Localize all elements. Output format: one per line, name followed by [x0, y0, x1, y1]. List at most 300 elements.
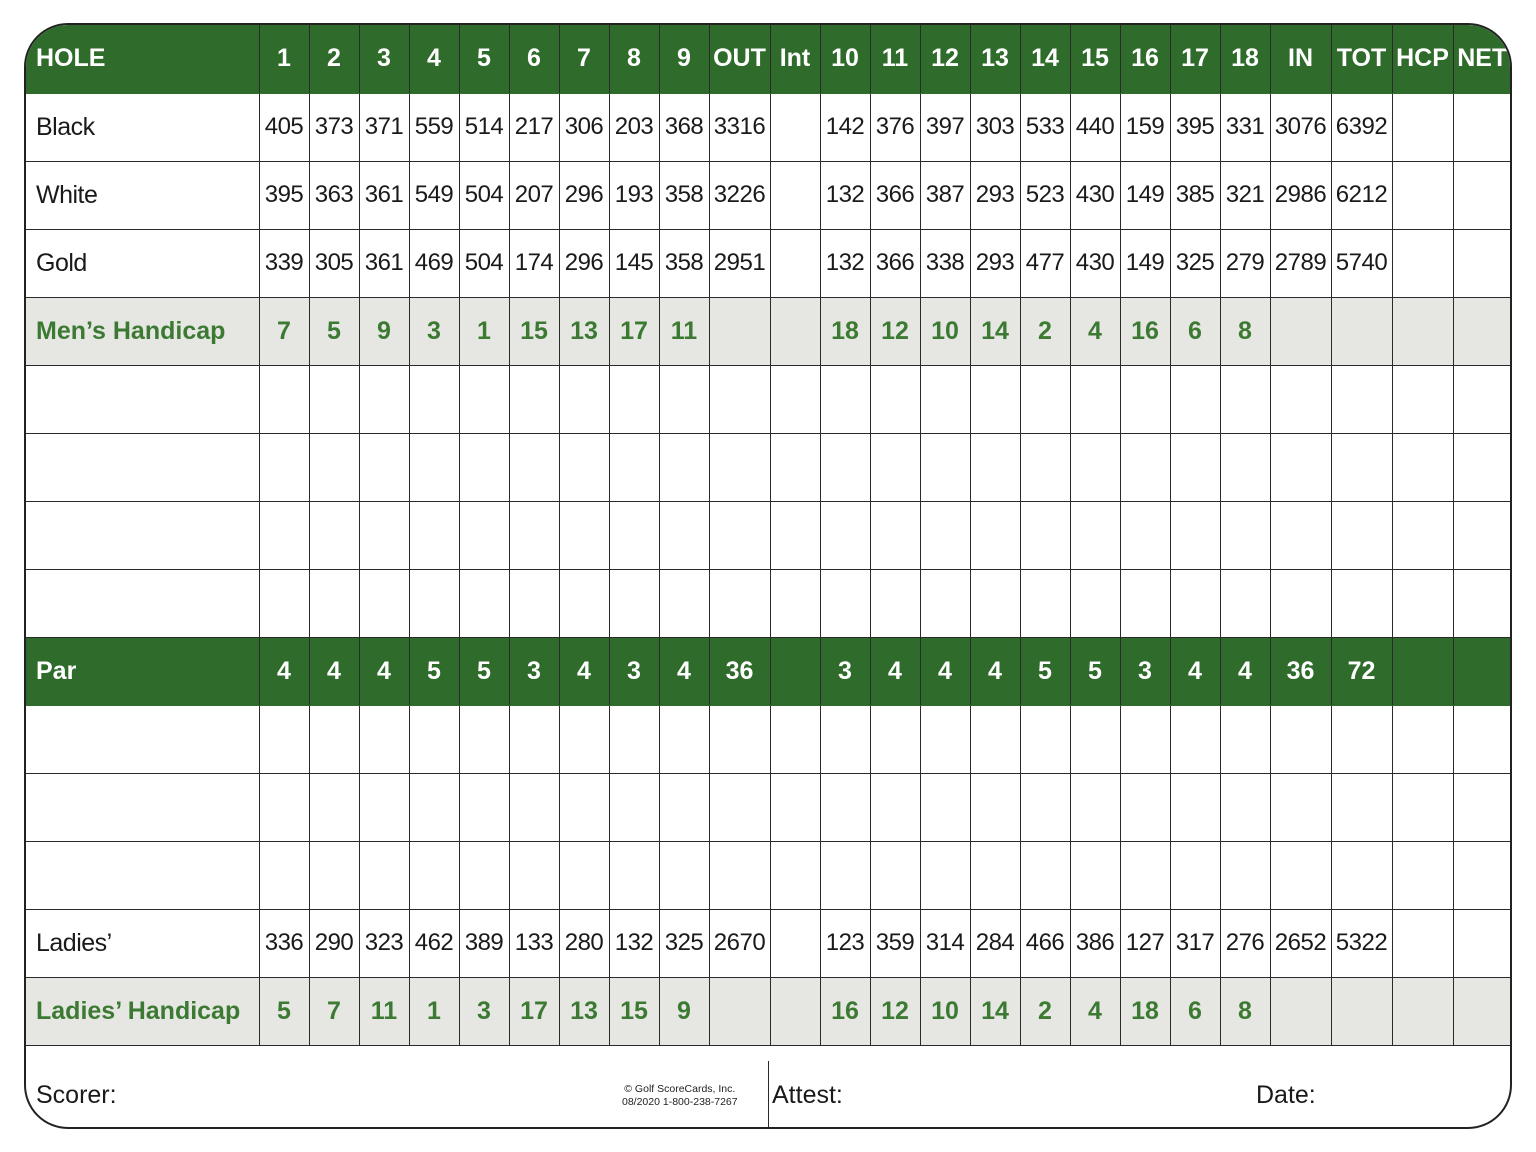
score-cell-net[interactable]	[1453, 365, 1511, 433]
score-cell-tot[interactable]	[1331, 841, 1392, 909]
score-cell-9[interactable]	[659, 705, 709, 773]
ladies-handicap-cell-tot[interactable]	[1331, 977, 1392, 1045]
score-cell-11[interactable]	[870, 501, 920, 569]
score-cell-in[interactable]	[1270, 365, 1331, 433]
score-cell-net[interactable]	[1453, 569, 1511, 637]
score-cell-6[interactable]	[509, 705, 559, 773]
score-cell-10[interactable]	[820, 365, 870, 433]
score-cell-3[interactable]	[359, 433, 409, 501]
score-cell-7[interactable]	[559, 773, 609, 841]
score-cell-out[interactable]	[709, 773, 770, 841]
gold-tee-cell-tot: 5740	[1331, 229, 1392, 297]
black-tee-cell-10: 142	[820, 93, 870, 161]
header-cell-4: 4	[409, 25, 459, 93]
score-cell-5[interactable]	[459, 705, 509, 773]
score-cell-5[interactable]	[459, 569, 509, 637]
score-cell-in[interactable]	[1270, 433, 1331, 501]
ladies-handicap-cell-3: 11	[359, 977, 409, 1045]
score-cell-2[interactable]	[309, 841, 359, 909]
header-cell-2: 2	[309, 25, 359, 93]
header-cell-14: 14	[1020, 25, 1070, 93]
mens-handicap-row	[26, 297, 1511, 365]
score-cell-12[interactable]	[920, 433, 970, 501]
white-tee-cell-8: 193	[609, 161, 659, 229]
black-tee-cell-int[interactable]	[770, 93, 820, 161]
score-cell-hcp[interactable]	[1392, 705, 1453, 773]
score-cell-net[interactable]	[1453, 841, 1511, 909]
header-cell-6: 6	[509, 25, 559, 93]
score-cell-14[interactable]	[1020, 705, 1070, 773]
header-label: HOLE	[26, 25, 259, 93]
score-cell-18[interactable]	[1220, 501, 1270, 569]
score-cell-10[interactable]	[820, 569, 870, 637]
score-cell-3[interactable]	[359, 773, 409, 841]
score-cell-14[interactable]	[1020, 501, 1070, 569]
score-cell-10[interactable]	[820, 841, 870, 909]
ladies-tee-cell-in: 2652	[1270, 909, 1331, 977]
score-cell-6[interactable]	[509, 365, 559, 433]
score-entry-row[interactable]	[26, 705, 1511, 773]
ladies-handicap-cell-11: 12	[870, 977, 920, 1045]
par-cell-net[interactable]	[1453, 637, 1511, 705]
score-cell-17[interactable]	[1170, 365, 1220, 433]
ladies-handicap-cell-in[interactable]	[1270, 977, 1331, 1045]
score-cell-hcp[interactable]	[1392, 501, 1453, 569]
white-tee-cell-1: 395	[259, 161, 309, 229]
score-cell-out[interactable]	[709, 841, 770, 909]
ladies-tee-cell-int[interactable]	[770, 909, 820, 977]
score-cell-7[interactable]	[559, 841, 609, 909]
score-cell-6[interactable]	[509, 569, 559, 637]
date-label: Date:	[1256, 1081, 1316, 1109]
score-cell-hcp[interactable]	[1392, 365, 1453, 433]
score-cell-net[interactable]	[1453, 433, 1511, 501]
score-cell-4[interactable]	[409, 365, 459, 433]
score-cell-1[interactable]	[259, 433, 309, 501]
score-cell-int[interactable]	[770, 433, 820, 501]
mens-handicap-cell-6: 15	[509, 297, 559, 365]
score-cell-1[interactable]	[259, 365, 309, 433]
score-cell-15[interactable]	[1070, 365, 1120, 433]
mens-handicap-cell-15: 4	[1070, 297, 1120, 365]
ladies-handicap-cell-hcp[interactable]	[1392, 977, 1453, 1045]
player-name-cell[interactable]	[26, 569, 259, 637]
score-cell-out[interactable]	[709, 569, 770, 637]
score-cell-16[interactable]	[1120, 569, 1170, 637]
gold-tee-cell-5: 504	[459, 229, 509, 297]
score-cell-17[interactable]	[1170, 433, 1220, 501]
score-cell-int[interactable]	[770, 841, 820, 909]
score-cell-int[interactable]	[770, 773, 820, 841]
score-cell-2[interactable]	[309, 705, 359, 773]
ladies-handicap-row	[26, 977, 1511, 1045]
score-cell-15[interactable]	[1070, 841, 1120, 909]
score-cell-9[interactable]	[659, 433, 709, 501]
score-cell-net[interactable]	[1453, 773, 1511, 841]
par-label: Par	[26, 637, 259, 705]
score-cell-18[interactable]	[1220, 841, 1270, 909]
ladies-tee-cell-3: 323	[359, 909, 409, 977]
score-cell-11[interactable]	[870, 569, 920, 637]
score-cell-12[interactable]	[920, 773, 970, 841]
ladies-handicap-cell-int[interactable]	[770, 977, 820, 1045]
score-cell-in[interactable]	[1270, 501, 1331, 569]
score-cell-12[interactable]	[920, 501, 970, 569]
score-cell-tot[interactable]	[1331, 501, 1392, 569]
ladies-tee-cell-net[interactable]	[1453, 909, 1511, 977]
score-cell-12[interactable]	[920, 569, 970, 637]
score-cell-6[interactable]	[509, 773, 559, 841]
score-cell-6[interactable]	[509, 841, 559, 909]
white-tee-cell-7: 296	[559, 161, 609, 229]
ladies-tee-cell-4: 462	[409, 909, 459, 977]
score-cell-int[interactable]	[770, 365, 820, 433]
score-cell-9[interactable]	[659, 365, 709, 433]
mens-handicap-cell-net[interactable]	[1453, 297, 1511, 365]
score-cell-17[interactable]	[1170, 705, 1220, 773]
score-cell-18[interactable]	[1220, 433, 1270, 501]
score-cell-16[interactable]	[1120, 841, 1170, 909]
score-cell-18[interactable]	[1220, 569, 1270, 637]
score-cell-17[interactable]	[1170, 569, 1220, 637]
score-cell-8[interactable]	[609, 841, 659, 909]
score-cell-5[interactable]	[459, 365, 509, 433]
score-cell-14[interactable]	[1020, 569, 1070, 637]
score-cell-17[interactable]	[1170, 841, 1220, 909]
score-cell-8[interactable]	[609, 365, 659, 433]
score-cell-15[interactable]	[1070, 705, 1120, 773]
score-cell-14[interactable]	[1020, 433, 1070, 501]
score-cell-tot[interactable]	[1331, 433, 1392, 501]
mens-handicap-cell-1: 7	[259, 297, 309, 365]
score-entry-row[interactable]	[26, 365, 1511, 433]
header-cell-17: 17	[1170, 25, 1220, 93]
score-cell-hcp[interactable]	[1392, 569, 1453, 637]
score-cell-in[interactable]	[1270, 705, 1331, 773]
score-cell-11[interactable]	[870, 705, 920, 773]
score-cell-in[interactable]	[1270, 773, 1331, 841]
player-name-cell[interactable]	[26, 841, 259, 909]
score-cell-10[interactable]	[820, 773, 870, 841]
white-tee-cell-int[interactable]	[770, 161, 820, 229]
white-tee-cell-in: 2986	[1270, 161, 1331, 229]
score-cell-13[interactable]	[970, 705, 1020, 773]
score-cell-11[interactable]	[870, 433, 920, 501]
player-name-cell[interactable]	[26, 705, 259, 773]
score-entry-row[interactable]	[26, 841, 1511, 909]
gold-tee-cell-hcp[interactable]	[1392, 229, 1453, 297]
ladies-handicap-cell-out[interactable]	[709, 977, 770, 1045]
score-cell-int[interactable]	[770, 569, 820, 637]
ladies-handicap-cell-18: 8	[1220, 977, 1270, 1045]
gold-tee-cell-17: 325	[1170, 229, 1220, 297]
score-cell-1[interactable]	[259, 841, 309, 909]
score-cell-16[interactable]	[1120, 705, 1170, 773]
black-tee-label: Black	[26, 93, 259, 161]
white-tee-cell-4: 549	[409, 161, 459, 229]
mens-handicap-cell-int[interactable]	[770, 297, 820, 365]
gold-tee-cell-7: 296	[559, 229, 609, 297]
score-cell-10[interactable]	[820, 501, 870, 569]
ladies-tee-row	[26, 909, 1511, 977]
black-tee-cell-net[interactable]	[1453, 93, 1511, 161]
white-tee-cell-18: 321	[1220, 161, 1270, 229]
player-name-cell[interactable]	[26, 773, 259, 841]
ladies-handicap-cell-17: 6	[1170, 977, 1220, 1045]
gold-tee-cell-out: 2951	[709, 229, 770, 297]
score-cell-10[interactable]	[820, 705, 870, 773]
score-cell-4[interactable]	[409, 841, 459, 909]
score-entry-row[interactable]	[26, 433, 1511, 501]
score-cell-14[interactable]	[1020, 773, 1070, 841]
white-tee-cell-12: 387	[920, 161, 970, 229]
score-cell-8[interactable]	[609, 501, 659, 569]
score-cell-15[interactable]	[1070, 773, 1120, 841]
player-name-cell[interactable]	[26, 365, 259, 433]
mens-handicap-cell-16: 16	[1120, 297, 1170, 365]
ladies-handicap-cell-net[interactable]	[1453, 977, 1511, 1045]
mens-handicap-cell-10: 18	[820, 297, 870, 365]
white-tee-cell-11: 366	[870, 161, 920, 229]
black-tee-cell-8: 203	[609, 93, 659, 161]
score-cell-8[interactable]	[609, 705, 659, 773]
scorer-label: Scorer:	[36, 1081, 117, 1109]
score-cell-out[interactable]	[709, 365, 770, 433]
ladies-handicap-cell-6: 17	[509, 977, 559, 1045]
white-tee-cell-6: 207	[509, 161, 559, 229]
score-cell-16[interactable]	[1120, 433, 1170, 501]
score-cell-tot[interactable]	[1331, 569, 1392, 637]
score-cell-5[interactable]	[459, 433, 509, 501]
score-cell-hcp[interactable]	[1392, 433, 1453, 501]
score-cell-11[interactable]	[870, 773, 920, 841]
par-cell-out: 36	[709, 637, 770, 705]
score-cell-8[interactable]	[609, 569, 659, 637]
score-cell-4[interactable]	[409, 501, 459, 569]
gold-tee-cell-16: 149	[1120, 229, 1170, 297]
score-entry-row[interactable]	[26, 501, 1511, 569]
header-cell-10: 10	[820, 25, 870, 93]
score-cell-in[interactable]	[1270, 841, 1331, 909]
black-tee-cell-17: 395	[1170, 93, 1220, 161]
ladies-handicap-cell-7: 13	[559, 977, 609, 1045]
score-cell-13[interactable]	[970, 501, 1020, 569]
gold-tee-cell-3: 361	[359, 229, 409, 297]
score-cell-13[interactable]	[970, 365, 1020, 433]
gold-tee-cell-net[interactable]	[1453, 229, 1511, 297]
mens-handicap-cell-tot[interactable]	[1331, 297, 1392, 365]
white-tee-cell-net[interactable]	[1453, 161, 1511, 229]
score-cell-13[interactable]	[970, 433, 1020, 501]
gold-tee-cell-1: 339	[259, 229, 309, 297]
score-cell-tot[interactable]	[1331, 773, 1392, 841]
score-cell-7[interactable]	[559, 433, 609, 501]
score-cell-1[interactable]	[259, 705, 309, 773]
black-tee-cell-14: 533	[1020, 93, 1070, 161]
score-cell-14[interactable]	[1020, 841, 1070, 909]
ladies-tee-cell-2: 290	[309, 909, 359, 977]
mens-handicap-cell-18: 8	[1220, 297, 1270, 365]
score-cell-16[interactable]	[1120, 501, 1170, 569]
score-cell-9[interactable]	[659, 773, 709, 841]
score-cell-1[interactable]	[259, 501, 309, 569]
player-name-cell[interactable]	[26, 501, 259, 569]
score-entry-row[interactable]	[26, 569, 1511, 637]
mens-handicap-cell-in[interactable]	[1270, 297, 1331, 365]
score-cell-hcp[interactable]	[1392, 773, 1453, 841]
ladies-tee-cell-hcp[interactable]	[1392, 909, 1453, 977]
black-tee-cell-11: 376	[870, 93, 920, 161]
score-cell-2[interactable]	[309, 501, 359, 569]
score-cell-int[interactable]	[770, 501, 820, 569]
white-tee-cell-2: 363	[309, 161, 359, 229]
score-cell-out[interactable]	[709, 705, 770, 773]
par-cell-hcp[interactable]	[1392, 637, 1453, 705]
par-cell-8: 3	[609, 637, 659, 705]
ladies-handicap-cell-16: 18	[1120, 977, 1170, 1045]
score-cell-4[interactable]	[409, 705, 459, 773]
score-cell-17[interactable]	[1170, 501, 1220, 569]
score-cell-5[interactable]	[459, 773, 509, 841]
ladies-tee-cell-18: 276	[1220, 909, 1270, 977]
par-cell-9: 4	[659, 637, 709, 705]
player-name-cell[interactable]	[26, 433, 259, 501]
ladies-handicap-cell-14: 2	[1020, 977, 1070, 1045]
score-cell-17[interactable]	[1170, 773, 1220, 841]
score-entry-row[interactable]	[26, 773, 1511, 841]
score-cell-net[interactable]	[1453, 705, 1511, 773]
score-cell-3[interactable]	[359, 841, 409, 909]
score-cell-14[interactable]	[1020, 365, 1070, 433]
score-cell-in[interactable]	[1270, 569, 1331, 637]
white-tee-cell-hcp[interactable]	[1392, 161, 1453, 229]
score-cell-1[interactable]	[259, 773, 309, 841]
score-cell-9[interactable]	[659, 841, 709, 909]
score-cell-int[interactable]	[770, 705, 820, 773]
mens-handicap-cell-hcp[interactable]	[1392, 297, 1453, 365]
score-cell-12[interactable]	[920, 841, 970, 909]
header-cell-13: 13	[970, 25, 1020, 93]
score-cell-12[interactable]	[920, 705, 970, 773]
score-cell-7[interactable]	[559, 569, 609, 637]
black-tee-cell-hcp[interactable]	[1392, 93, 1453, 161]
ladies-handicap-cell-1: 5	[259, 977, 309, 1045]
black-tee-row	[26, 93, 1511, 161]
score-cell-4[interactable]	[409, 569, 459, 637]
score-cell-16[interactable]	[1120, 365, 1170, 433]
mens-handicap-cell-8: 17	[609, 297, 659, 365]
score-cell-18[interactable]	[1220, 365, 1270, 433]
score-cell-15[interactable]	[1070, 501, 1120, 569]
score-cell-13[interactable]	[970, 569, 1020, 637]
score-cell-2[interactable]	[309, 365, 359, 433]
score-cell-15[interactable]	[1070, 569, 1120, 637]
white-tee-label: White	[26, 161, 259, 229]
score-cell-15[interactable]	[1070, 433, 1120, 501]
score-cell-10[interactable]	[820, 433, 870, 501]
white-tee-cell-14: 523	[1020, 161, 1070, 229]
mens-handicap-cell-out[interactable]	[709, 297, 770, 365]
par-cell-int[interactable]	[770, 637, 820, 705]
gold-tee-cell-int[interactable]	[770, 229, 820, 297]
score-cell-tot[interactable]	[1331, 705, 1392, 773]
ladies-tee-cell-out: 2670	[709, 909, 770, 977]
score-cell-hcp[interactable]	[1392, 841, 1453, 909]
header-cell-1: 1	[259, 25, 309, 93]
ladies-handicap-cell-2: 7	[309, 977, 359, 1045]
score-cell-7[interactable]	[559, 365, 609, 433]
gold-tee-cell-6: 174	[509, 229, 559, 297]
score-cell-5[interactable]	[459, 501, 509, 569]
white-tee-cell-5: 504	[459, 161, 509, 229]
score-cell-13[interactable]	[970, 841, 1020, 909]
score-cell-6[interactable]	[509, 501, 559, 569]
par-cell-18: 4	[1220, 637, 1270, 705]
header-cell-11: 11	[870, 25, 920, 93]
score-cell-7[interactable]	[559, 501, 609, 569]
score-cell-8[interactable]	[609, 433, 659, 501]
score-cell-3[interactable]	[359, 569, 409, 637]
header-cell-8: 8	[609, 25, 659, 93]
gold-tee-cell-2: 305	[309, 229, 359, 297]
black-tee-cell-1: 405	[259, 93, 309, 161]
score-cell-out[interactable]	[709, 501, 770, 569]
score-cell-16[interactable]	[1120, 773, 1170, 841]
score-cell-tot[interactable]	[1331, 365, 1392, 433]
score-cell-18[interactable]	[1220, 773, 1270, 841]
score-cell-11[interactable]	[870, 841, 920, 909]
score-cell-8[interactable]	[609, 773, 659, 841]
score-cell-12[interactable]	[920, 365, 970, 433]
score-cell-4[interactable]	[409, 773, 459, 841]
scorecard-footer	[26, 1061, 1510, 1129]
ladies-tee-cell-13: 284	[970, 909, 1020, 977]
score-cell-out[interactable]	[709, 433, 770, 501]
ladies-handicap-cell-15: 4	[1070, 977, 1120, 1045]
score-cell-9[interactable]	[659, 501, 709, 569]
score-cell-9[interactable]	[659, 569, 709, 637]
ladies-tee-cell-10: 123	[820, 909, 870, 977]
score-cell-11[interactable]	[870, 365, 920, 433]
header-cell-7: 7	[559, 25, 609, 93]
score-cell-2[interactable]	[309, 433, 359, 501]
score-cell-2[interactable]	[309, 773, 359, 841]
score-cell-4[interactable]	[409, 433, 459, 501]
ladies-handicap-cell-9: 9	[659, 977, 709, 1045]
par-cell-1: 4	[259, 637, 309, 705]
mens-handicap-cell-11: 12	[870, 297, 920, 365]
black-tee-cell-in: 3076	[1270, 93, 1331, 161]
white-tee-cell-9: 358	[659, 161, 709, 229]
score-cell-net[interactable]	[1453, 501, 1511, 569]
score-cell-2[interactable]	[309, 569, 359, 637]
par-cell-15: 5	[1070, 637, 1120, 705]
ladies-tee-cell-17: 317	[1170, 909, 1220, 977]
score-cell-7[interactable]	[559, 705, 609, 773]
white-tee-cell-17: 385	[1170, 161, 1220, 229]
score-cell-3[interactable]	[359, 501, 409, 569]
score-cell-1[interactable]	[259, 569, 309, 637]
score-cell-5[interactable]	[459, 841, 509, 909]
black-tee-cell-out: 3316	[709, 93, 770, 161]
score-cell-6[interactable]	[509, 433, 559, 501]
par-cell-tot: 72	[1331, 637, 1392, 705]
score-cell-18[interactable]	[1220, 705, 1270, 773]
score-cell-13[interactable]	[970, 773, 1020, 841]
header-row	[26, 25, 1511, 93]
score-cell-3[interactable]	[359, 365, 409, 433]
score-cell-3[interactable]	[359, 705, 409, 773]
